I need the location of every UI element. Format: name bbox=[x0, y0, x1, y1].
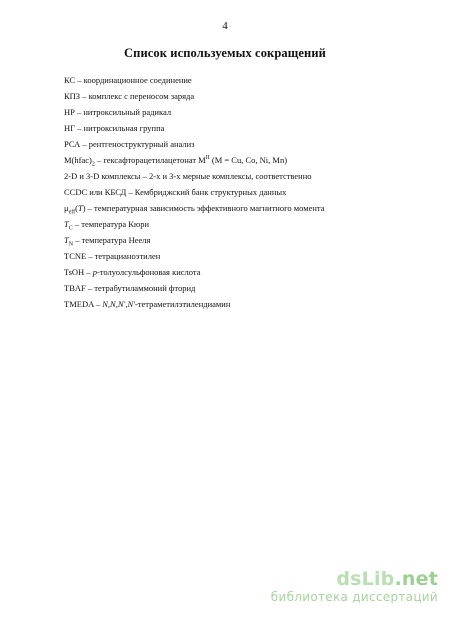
abbreviation-text-part: -толуолсульфоновая кислота bbox=[96, 267, 201, 277]
abbreviation-item bbox=[64, 104, 434, 120]
abbreviation-item bbox=[64, 152, 434, 168]
abbreviation-text-part: – гексафторацетилацетонат M bbox=[94, 155, 206, 165]
abbreviation-text-part: T bbox=[77, 203, 83, 213]
abbreviation-item bbox=[64, 216, 434, 232]
abbreviation-text-part: РСА – рентгеноструктурный анализ bbox=[64, 139, 195, 149]
abbreviation-item bbox=[64, 88, 434, 104]
abbreviation-text-part: M(hfac) bbox=[64, 155, 92, 165]
abbreviation-text-part: II bbox=[205, 155, 210, 162]
abbreviation-item bbox=[64, 200, 434, 216]
abbreviation-text-part: НГ – нитроксильная группа bbox=[64, 123, 165, 133]
abbreviation-text-part: НР – нитроксильный радикал bbox=[64, 107, 172, 117]
abbreviation-text-part: p bbox=[92, 267, 97, 277]
abbreviation-text-part: – температура Кюри bbox=[72, 219, 150, 229]
abbreviation-item bbox=[64, 72, 434, 88]
abbreviation-text-part: N,N,N',N' bbox=[102, 299, 135, 309]
abbreviation-text-part: T bbox=[64, 235, 69, 245]
watermark-brand bbox=[271, 569, 438, 590]
abbreviation-text-part: eff bbox=[68, 209, 76, 216]
abbreviation-item bbox=[64, 264, 434, 280]
abbreviation-list bbox=[64, 72, 434, 312]
abbreviation-text-part: N bbox=[68, 241, 74, 248]
page-number: 4 bbox=[222, 20, 228, 32]
page-title: Список используемых сокращений bbox=[124, 46, 326, 60]
abbreviation-item bbox=[64, 168, 434, 184]
abbreviation-text-part: 2 bbox=[91, 161, 95, 168]
abbreviation-text-part: ) – температурная зависимость эффективного магнитного момента bbox=[82, 203, 325, 213]
abbreviation-text-part: ( bbox=[75, 203, 78, 213]
abbreviation-text-part: TCNE – тетрацианоэтилен bbox=[64, 251, 161, 261]
abbreviation-item bbox=[64, 280, 434, 296]
abbreviation-item bbox=[64, 184, 434, 200]
abbreviation-text-part: C bbox=[68, 225, 73, 232]
watermark-brand-domain: .net bbox=[394, 568, 438, 590]
abbreviation-text-part: TMEDA – bbox=[64, 299, 103, 309]
abbreviation-text-part: μ bbox=[64, 203, 69, 213]
watermark-brand-name: dsLib bbox=[336, 568, 395, 590]
abbreviation-text-part: – температура Нееля bbox=[73, 235, 151, 245]
abbreviation-item bbox=[64, 232, 434, 248]
abbreviation-text-part: 2-D и 3-D комплексы – 2-х и 3-х мерные комплексы, соответственно bbox=[64, 171, 312, 181]
abbreviation-item bbox=[64, 120, 434, 136]
abbreviation-item bbox=[64, 248, 434, 264]
abbreviation-text-part: (M = Cu, Co, Ni, Mn) bbox=[209, 155, 288, 165]
abbreviation-text-part: CCDC или КБСД – Кембриджский банк структурных данных bbox=[64, 187, 287, 197]
abbreviation-text-part: T bbox=[64, 219, 69, 229]
abbreviation-text-part: КПЗ – комплекс с переносом заряда bbox=[64, 91, 195, 101]
watermark-logo bbox=[271, 569, 438, 604]
abbreviation-text-part: TBAF – тетрабутиламмоний фторид bbox=[64, 283, 196, 293]
abbreviation-item bbox=[64, 136, 434, 152]
abbreviation-text-part: TsOH – bbox=[64, 267, 93, 277]
abbreviation-text-part: КС – координационное соединение bbox=[64, 75, 192, 85]
abbreviation-text-part: -тетраметилэтилендиамин bbox=[134, 299, 231, 309]
abbreviation-item bbox=[64, 296, 434, 312]
watermark-tagline: библиотека диссертаций bbox=[270, 590, 438, 604]
